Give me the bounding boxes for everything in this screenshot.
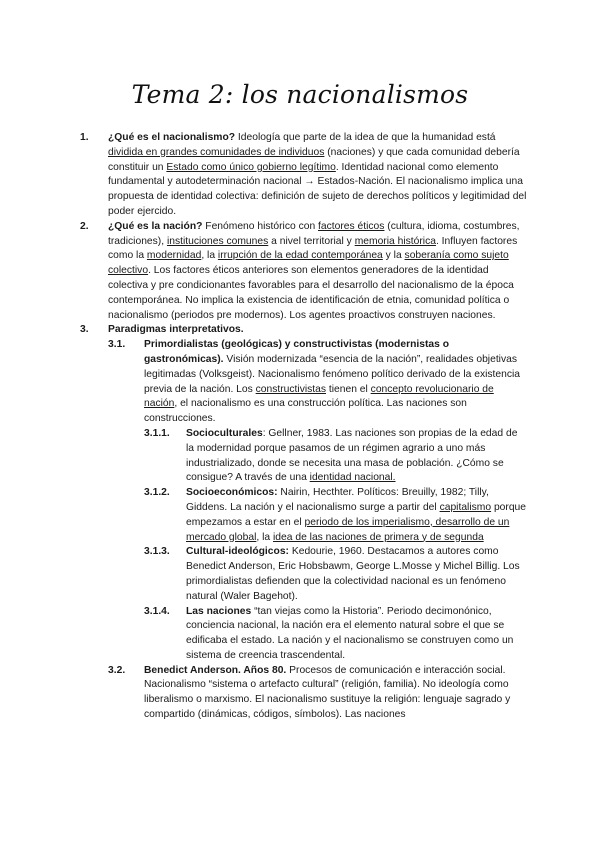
document-body [80, 131, 528, 723]
item-number: 3.1.3. [144, 546, 170, 558]
item-heading: ¿Qué es el nacionalismo? [108, 132, 236, 143]
item-heading: Socioculturales [186, 427, 263, 439]
underlined-text: factores éticos [318, 220, 385, 232]
list-item-2: 2. ¿Qué es la nación? Fenómeno histórico con factores éticos (cultura, idioma, costumbres, tradiciones), instituciones comunes a nivel territorial y memoria histórica. Influyen factores como la modernidad, la irrupción de la edad contemporánea y la soberanía como sujeto colectivo. Los factores éticos anteriores son elementos generadores de la identidad colectiva y pre condicionantes favorables para el desarrollo del nacionalismo de la época contemporánea. No implica la existencia de identificación de etnia, comunidad política o nacionalismo (periodos pre modernos). Los agentes proactivos construyen naciones. [80, 220, 520, 321]
item-heading: Las naciones [186, 605, 252, 617]
subsection-3-1-1: 3.1.1. Socioculturales: Gellner, 1983. Las naciones son propias de la edad de la modernidad porque pasamos de un régimen agrario a uno más industrializado, donde se necesita una masa de población. ¿Cómo se consigue? A través de una identidad nacional. [144, 427, 518, 484]
item-heading: Socioeconómicos: [186, 487, 278, 499]
underlined-text: instituciones comunes [166, 235, 269, 247]
underlined-text: constructivistas [255, 383, 327, 395]
item-heading: Paradigmas interpretativos. [108, 324, 244, 336]
underlined-text: dividida en grandes comunidades de individuos [108, 146, 325, 158]
list-item-1: 1. ¿Qué es el nacionalismo? Ideología que parte de la idea de que la humanidad está dividida en grandes comunidades de individuos (naciones) y que cada comunidad debería constituir un Estado como único gobierno legítimo. Identidad nacional como elemento fundamental y autodeterminación nacional → Estados-Nación. El nacionalismo implica una propuesta de identidad colectiva: definición de sujeto de derechos políticos y legitimidad del poder ejercido. [80, 132, 527, 217]
subsection-3-1-3: 3.1.3. Cultural-ideológicos: Kedourie, 1960. Destacamos a autores como Benedict Anderson, Eric Hobsbawm, George L.Mosse y Michel Billig. Los primordialistas defienden que la colectividad nacional es un fenómeno natural (Waler Bagehot). [144, 546, 520, 602]
item-heading: ¿Qué es la nación? [108, 220, 203, 232]
item-heading: Cultural-ideológicos: [186, 546, 289, 558]
underlined-text: idea de las naciones de primera y de segunda [273, 531, 484, 543]
underlined-text: modernidad [146, 250, 202, 262]
item-number: 3.1.1. [144, 427, 170, 439]
page-title: Tema 2: los nacionalismos [131, 80, 469, 109]
subsection-3-1-4: 3.1.4. Las naciones “tan viejas como la Historia”. Periodo decimonónico, conciencia nacional, la nación era el elemento natural sobre el que se edificaba el estado. La nación y el nacionalismo se construyen como un sistema de creencia trascendental. [144, 605, 514, 661]
subsection-3-1-2: 3.1.2. Socioeconómicos: Nairin, Hecthter. Políticos: Breuilly, 1982; Tilly, Giddens. La nación y el nacionalismo surge a partir del capitalismo porque empezamos a estar en el periodo de los imperialismo, desarrollo de un mercado global, la idea de las naciones de primera y de segunda [144, 487, 527, 543]
underlined-text: identidad nacional. [309, 472, 396, 484]
underlined-text: periodo de los imperialismo, desarrollo de un mercado global [186, 516, 510, 543]
underlined-text: Estado como único gobierno legítimo [166, 161, 336, 173]
underlined-text: irrupción de la edad contemporánea [217, 250, 383, 262]
underlined-text: memoria histórica [354, 235, 436, 247]
item-number: 3.1.4. [144, 605, 170, 617]
subsection-3-1: 3.1. Primordialistas (geológicas) y constructivistas (modernistas o gastronómicas). Visión modernizada “esencia de la nación”, realidades objetivas legitimadas (Volksgeist). Nacionalismo fenómeno político derivado de la existencia previa de la nación. Los constructivistas tienen el concepto revolucionario de nación, el nacionalismo es una construcción política. Las naciones son construcciones. [108, 339, 521, 425]
item-number: 3.1.2. [144, 487, 170, 499]
item-number: 2. [80, 220, 89, 232]
item-heading: Benedict Anderson. Años 80. [144, 664, 287, 676]
underlined-text: concepto revolucionario de nación [144, 383, 494, 410]
underlined-text: capitalismo [439, 501, 492, 513]
item-number: 3. [80, 324, 89, 336]
list-item-3 [80, 323, 528, 338]
item-heading: Primordialistas (geológicas) y constructivistas (modernistas o gastronómicas). [144, 339, 449, 365]
item-number: 3.1. [108, 339, 126, 351]
item-number: 3.2. [108, 664, 126, 676]
underlined-text: soberanía como sujeto colectivo [108, 250, 509, 277]
item-number: 1. [80, 132, 89, 143]
subsection-3-2: 3.2. Benedict Anderson. Años 80. Procesos de comunicación e interacción social. Nacionalismo “sistema o artefacto cultural” (religión, familia). No ideología como liberalismo o marxismo. El nacionalismo sustituye la religión: lenguaje sagrado y compartido (dinámicas, códigos, símbolos). Las naciones [108, 664, 511, 721]
